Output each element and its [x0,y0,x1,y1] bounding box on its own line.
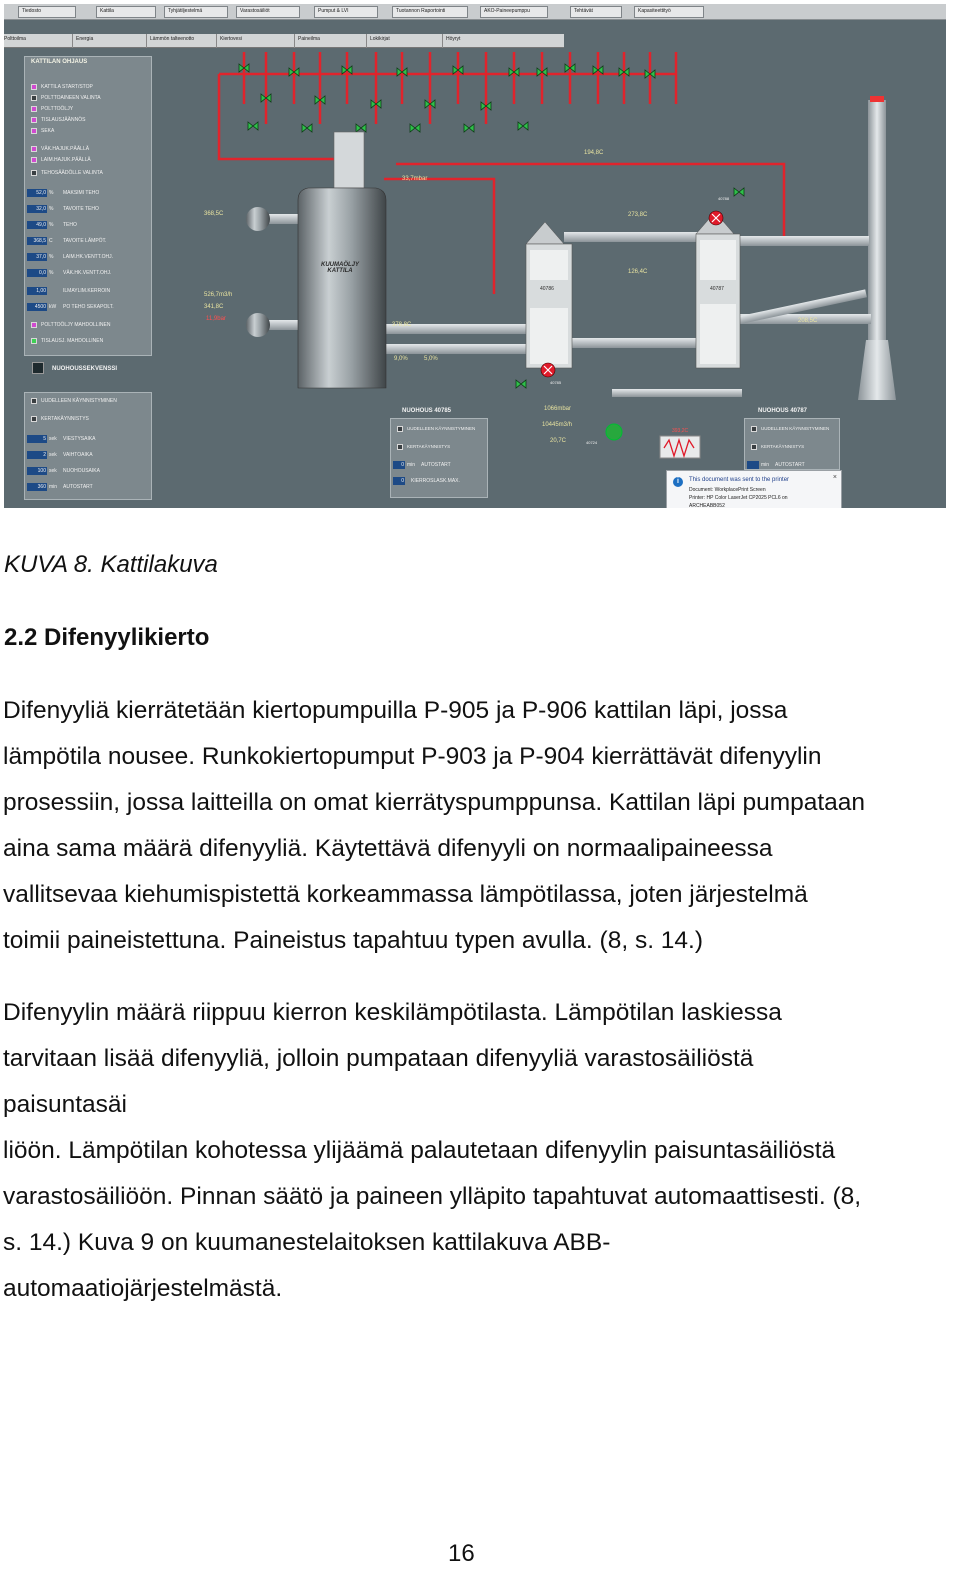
section-heading: 2.2 Difenyylikierto [4,624,210,651]
temp-readout: 126,4C [628,269,648,275]
boiler-control-panel [24,56,152,356]
temp-readout: 194,8C [584,150,604,156]
check-label: KERTAKÄYNNISTYS [761,444,805,449]
temp-readout: 393,2C [672,428,689,434]
value-field[interactable]: 32,0 [27,205,47,213]
check-label: UUDELLEEN KÄYNNISTYMINEN [41,398,117,404]
value-field[interactable]: 100 [27,467,47,475]
status-label: TISLAUSJ. MAHDOLLINEN [41,338,104,344]
checkbox[interactable] [751,444,757,450]
pressure-readout: 33,7mbar [402,176,428,182]
figure-caption: KUVA 8. Kattilakuva [4,551,218,578]
value-label: AUTOSTART [63,484,93,490]
text-line: Difenyyliä kierrätetään kiertopumpuilla P-905 ja P-906 kattilan läpi, jossa [3,697,788,724]
value-field[interactable]: 37,0 [27,253,47,261]
menu-tab[interactable]: Kattila [96,6,156,18]
check-label: VÄK.HAJUK.PÄÄLLÄ [41,146,90,152]
value-field[interactable]: 0 [393,461,405,469]
menu-tab[interactable]: Pumput & LVI [314,6,378,18]
check-label: SEKA [41,128,55,134]
text-line: vallitsevaa kiehumispistettä korkeammassa lämpötilassa, joten järjestelmä [3,881,808,908]
nav-item[interactable]: Lämmön talteenotto [150,36,195,42]
value-label: TAVOITE LÄMPÖT. [63,238,107,244]
temp-readout: 208,5C [798,318,818,324]
pressure-readout: 11,9bar [206,316,226,322]
checkbox[interactable] [31,146,37,152]
value-field[interactable]: 4500 [27,303,47,311]
temp-readout: 368,5C [204,211,224,217]
text-line: lämpötila nousee. Runkokiertopumput P-903 ja P-904 kierrättävät difenyylin [3,743,822,770]
soot-sequence-title: NUOHOUSSEKVENSSI [52,366,118,372]
valve-tag: 40788 [718,196,730,201]
checkbox[interactable] [31,106,37,112]
valve-tag: 40785 [550,380,562,385]
nav-item[interactable]: Paineilma [298,36,320,42]
pressure-readout: 1066mbar [544,406,572,412]
value-unit: % [49,206,54,212]
text-line: paisuntasäi [3,1091,127,1118]
printer-notification[interactable] [666,470,842,508]
nav-item[interactable]: Energia [76,36,94,42]
menu-tab[interactable]: Varastosäiliöt [236,6,300,18]
checkbox[interactable] [31,416,37,422]
chimney-stack [858,96,896,400]
value-label: TEHO [63,222,77,228]
checkbox[interactable] [31,128,37,134]
checkbox[interactable] [31,398,37,404]
value-field[interactable]: 52,0 [27,189,47,197]
value-label: KIERROSLASK.MAX. [411,478,460,484]
panel-title: NUOHOUS 40785 [402,408,452,414]
temp-readout: 341,8C [204,304,224,310]
checkbox[interactable] [31,95,37,101]
check-label: TEHOSÄÄDÖLLE VALINTA [41,170,103,176]
value-unit: kW [49,304,57,310]
checkbox[interactable] [751,426,757,432]
value-unit: % [49,254,54,260]
text-line: s. 14.) Kuva 9 on kuumanestelaitoksen kattilakuva ABB- [3,1229,611,1256]
soot-sequence-panel [24,392,152,500]
percent-readout: 5,0% [424,356,438,362]
value-field[interactable]: 5 [27,435,47,443]
check-label: KERTAKÄYNNISTYS [407,444,451,449]
value-unit: % [49,270,54,276]
notification-title: This document was sent to the printer [689,477,790,483]
hx-tag: 40786 [540,286,554,292]
value-unit: sek [49,452,57,458]
checkbox[interactable] [31,170,37,176]
value-field[interactable] [747,461,759,469]
check-label: KATTILA START/STOP [41,84,93,90]
check-label: KERTAKÄYNNISTYS [41,416,89,422]
boiler-hmi-screenshot [4,4,946,508]
checkbox[interactable] [397,426,403,432]
flow-readout: 10445m3/h [542,422,573,428]
flow-readout: 526,7m3/h [204,292,233,298]
value-field[interactable]: 0,0 [27,269,47,277]
value-label: VAIHTOAIKA [63,452,93,458]
soot-40787-panel [744,418,840,470]
value-label: AUTOSTART [775,462,805,468]
value-field[interactable]: 0 [393,477,405,485]
notification-line: Document: WorkplacePrint Screen [689,487,766,493]
hx-tag: 40787 [710,286,724,292]
temp-readout: 378,8C [392,322,412,328]
menu-tab[interactable]: Tyhjätiljestelmä [164,6,228,18]
value-unit: % [49,222,54,228]
value-label: LAIM.HK.VENTT.OHJ. [63,254,114,260]
menu-tab[interactable]: Tuotannon Raportointi [392,6,468,18]
value-field[interactable]: 1,00 [27,287,47,295]
close-icon[interactable]: × [832,474,837,481]
value-unit: % [49,190,54,196]
value-unit: C [49,238,53,244]
temp-readout: 273,8C [628,212,648,218]
value-label: MAKSIMI TEHO [63,190,100,196]
checkbox[interactable] [31,84,37,90]
text-line: automaatiojärjestelmästä. [3,1275,283,1302]
menu-tab[interactable]: AKO-Paineepumppu [480,6,548,18]
check-label: UUDELLEEN KÄYNNISTYMINEN [407,426,476,431]
nav-item[interactable]: Polttoilma [4,36,26,42]
heat-exchanger-40786 [526,222,572,368]
page-number: 16 [448,1540,475,1567]
boiler-label: KUUMAÖLJY KATTILA [320,262,359,274]
pump-tag: 40724 [586,440,598,445]
checkbox[interactable] [397,444,403,450]
text-line: tarvitaan lisää difenyyliä, jolloin pumpataan difenyyliä varastosäiliöstä [3,1045,754,1072]
notification-line: Printer: HP Color LaserJet CP2025 PCL6 on [689,495,788,501]
paragraph [3,688,953,964]
check-label: LAIM.HAJUK.PÄÄLLÄ [41,157,91,163]
value-label: NUOHOUSAIKA [63,468,100,474]
temp-readout: 20,7C [550,438,567,444]
menu-tab[interactable]: Tiedosto [18,6,76,18]
value-label: PO TEHO SEKAPOLT. [63,304,114,310]
nav-item[interactable]: Lokikirjat [370,36,390,42]
nav-item[interactable]: Höyryt [446,36,461,42]
value-unit: min [407,462,416,468]
value-unit: min [49,484,58,490]
text-line: prosessiin, jossa laitteilla on omat kierrätyspumppunsa. Kattilan läpi pumpataan [3,789,866,816]
menu-tab[interactable]: Kapasiteettityö [634,6,704,18]
value-label: VIESTYSAIKA [63,436,96,442]
panel-title: KATTILAN OHJAUS [31,59,88,65]
text-line: liöön. Lämpötilan kohotessa ylijäämä palautetaan difenyylin paisuntasäiliöstä [3,1137,836,1164]
soot-sequence-indicator[interactable] [32,362,44,374]
value-label: AUTOSTART [421,462,451,468]
checkbox[interactable] [31,157,37,163]
text-line: varastosäiliöön. Pinnan säätö ja paineen ylläpito tapahtuvat automaattisesti. (8, [3,1183,862,1210]
value-label: VÄK.HK.VENTT.OHJ. [63,270,112,276]
check-label: POLTTOAINEEN VALINTA [41,95,101,101]
checkbox[interactable] [31,117,37,123]
info-icon: i [673,477,683,487]
text-line: aina sama määrä difenyyliä. Käytettävä difenyyli on normaalipaineessa [3,835,773,862]
menu-tab[interactable]: Tehtävät [570,6,622,18]
text-line: Difenyylin määrä riippuu kierron keskilämpötilasta. Lämpötilan laskiessa [3,999,782,1026]
value-unit: sek [49,436,57,442]
status-indicator [31,322,37,328]
value-label: ILMAYLIM.KERROIN [63,288,111,294]
status-indicator [31,338,37,344]
paragraph [3,990,953,1312]
value-field[interactable]: 49,0 [27,221,47,229]
panel-title: NUOHOUS 40787 [758,408,808,414]
notification-line: ARCHEABB052 [689,503,725,508]
boiler-vessel [246,188,386,388]
nav-item[interactable]: Kiertovesi [220,36,242,42]
value-field[interactable]: 360 [27,483,47,491]
value-field[interactable]: 368,5 [27,237,47,245]
soot-40785-panel [390,418,488,498]
value-field[interactable]: 2 [27,451,47,459]
value-label: TAVOITE TEHO [63,206,99,212]
value-unit: min [761,462,770,468]
check-label: UUDELLEEN KÄYNNISTYMINEN [761,426,830,431]
percent-readout: 9,0% [394,356,408,362]
check-label: POLTTOÖLJY [41,106,74,112]
text-line: toimii paineistettuna. Paineistus tapahtuu typen avulla. (8, s. 14.) [3,927,704,954]
status-label: POLTTOÖLJY MAHDOLLINEN [41,322,111,328]
value-unit: sek [49,468,57,474]
check-label: TISLAUSJÄÄNNÖS [41,117,86,123]
